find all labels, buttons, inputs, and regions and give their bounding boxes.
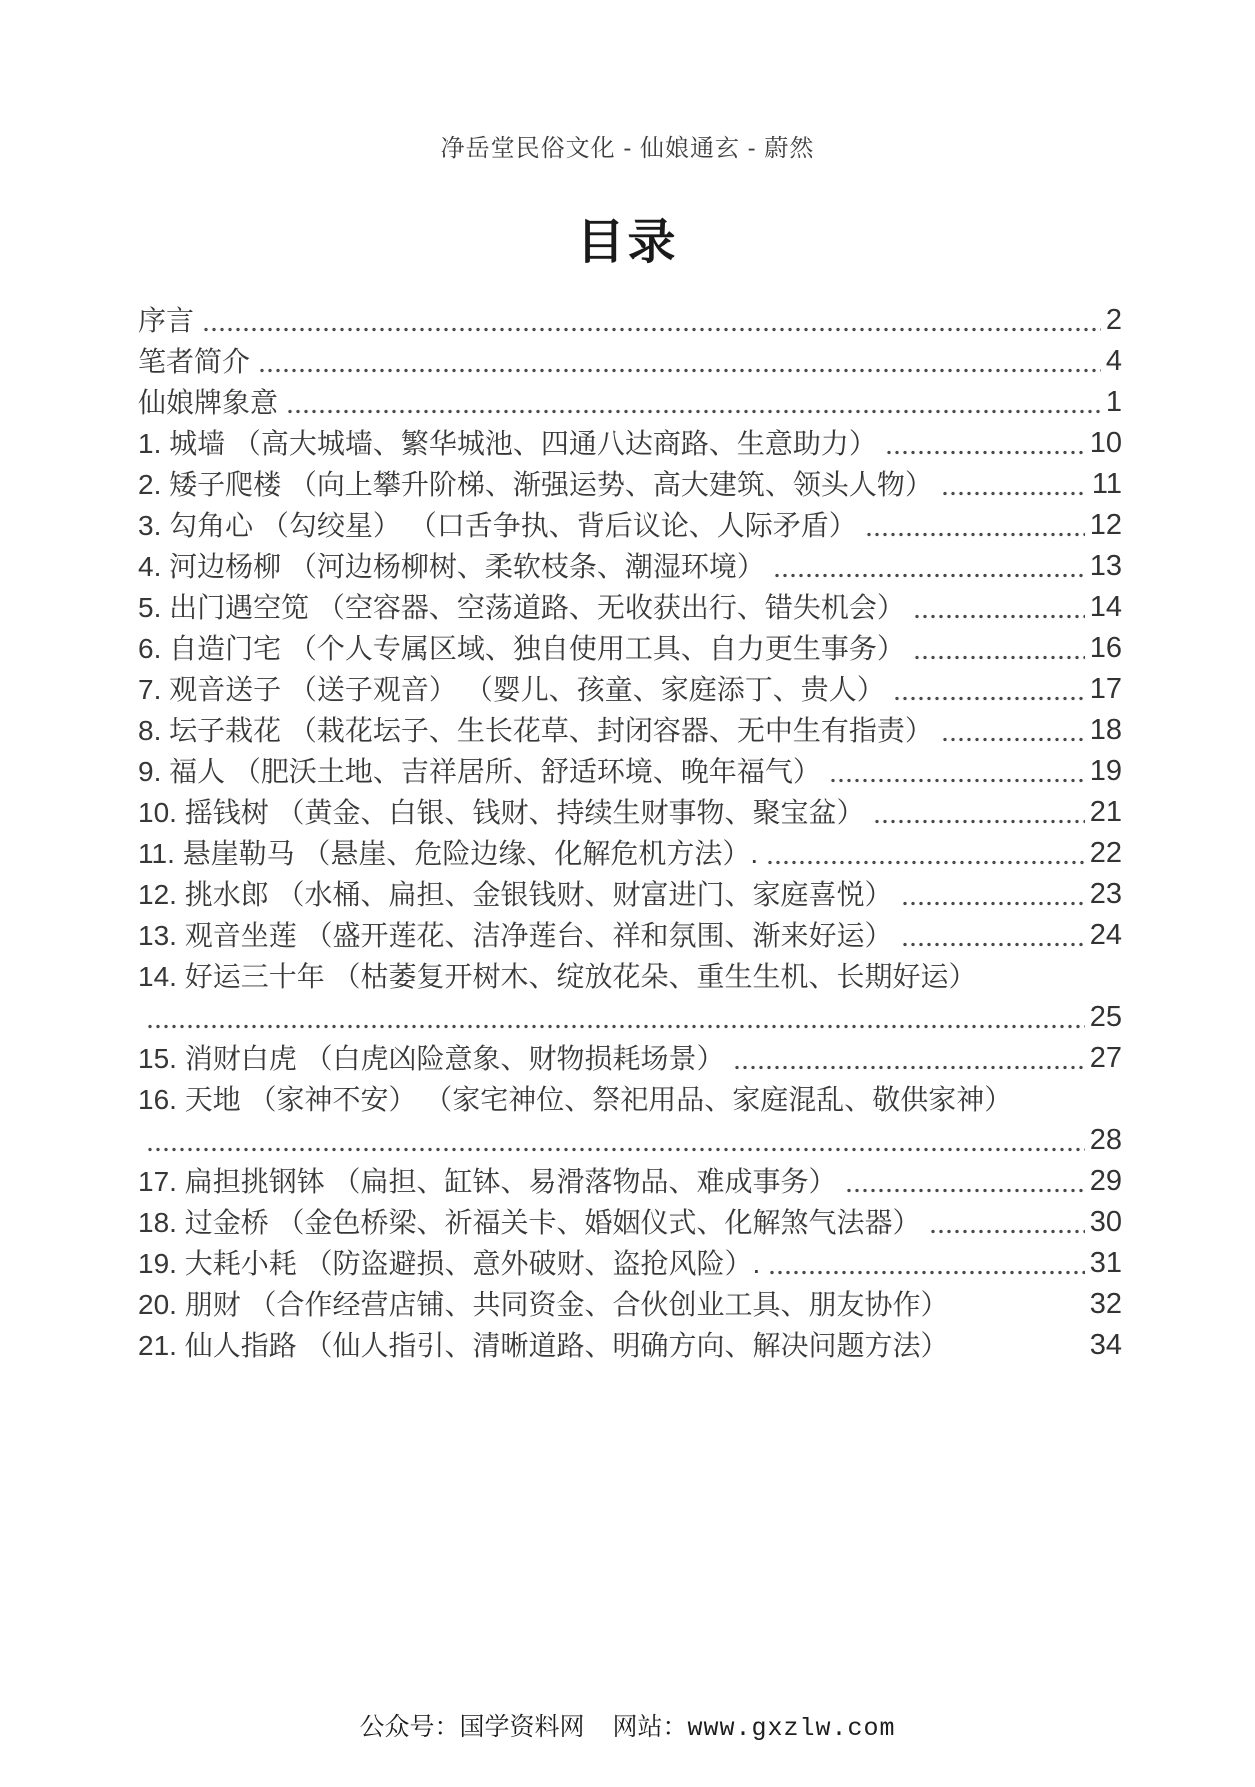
- toc-entry-label: 15. 消财白虎 （白虎凶险意象、财物损耗场景）: [138, 1043, 725, 1074]
- toc-entry: [138, 628, 1122, 669]
- toc-entry-page-number: 11: [1091, 468, 1122, 500]
- toc-leader-dots: [202, 327, 1101, 332]
- toc-leader-dots: [768, 1270, 1084, 1275]
- toc-entry: [138, 915, 1122, 956]
- toc-entry-page-number: 10: [1089, 427, 1122, 459]
- toc-entry-page-number: 14: [1089, 591, 1122, 623]
- toc-entry-continuation: [138, 1120, 1122, 1161]
- toc-leader-dots: [941, 491, 1087, 496]
- toc-entry-label: 10. 摇钱树 （黄金、白银、钱财、持续生财事物、聚宝盆）: [138, 797, 865, 828]
- toc-leader-dots: [146, 1147, 1085, 1152]
- toc-leader-dots: [913, 655, 1085, 660]
- toc-entry: [138, 1161, 1122, 1202]
- toc-entry-label: 21. 仙人指路 （仙人指引、清晰道路、明确方向、解决问题方法）: [138, 1330, 949, 1361]
- toc-leader-dots: [733, 1065, 1085, 1070]
- toc-leader-dots: [773, 573, 1085, 578]
- toc-entry-page-number: 34: [1089, 1329, 1122, 1361]
- toc-entry: [138, 833, 1122, 874]
- toc-entry-label: 2. 矮子爬楼 （向上攀升阶梯、渐强运势、高大建筑、领头人物）: [138, 469, 933, 500]
- toc-entry: [138, 341, 1122, 382]
- toc-leader-dots: [957, 1352, 1085, 1357]
- toc-entry-label: 13. 观音坐莲 （盛开莲花、洁净莲台、祥和氛围、渐来好运）: [138, 920, 893, 951]
- toc-leader-dots: [941, 737, 1085, 742]
- toc-entry: [138, 464, 1122, 505]
- toc-leader-dots: [258, 368, 1101, 373]
- toc-title: 目录: [576, 216, 679, 269]
- toc-entry-label: 17. 扁担挑钢钵 （扁担、缸钵、易滑落物品、难成事务）: [138, 1166, 837, 1197]
- toc-entry-label: 5. 出门遇空笕 （空容器、空荡道路、无收获出行、错失机会）: [138, 592, 905, 623]
- toc-leader-dots: [873, 819, 1085, 824]
- toc-entry-page-number: 18: [1089, 714, 1122, 746]
- toc-entry-page-number: 31: [1089, 1247, 1122, 1279]
- toc-entry: [138, 1325, 1122, 1366]
- toc-entry: [138, 423, 1122, 464]
- toc-entry-page-number: 32: [1089, 1288, 1122, 1320]
- toc-entry-label: 8. 坛子栽花 （栽花坛子、生长花草、封闭容器、无中生有指责）: [138, 715, 933, 746]
- toc-entry: [138, 546, 1122, 587]
- toc-entry-label: 16. 天地 （家神不安） （家宅神位、祭祀用品、家庭混乱、敬供家神）: [138, 1084, 1013, 1115]
- toc-entry-label: 14. 好运三十年 （枯萎复开树木、绽放花朵、重生生机、长期好运）: [138, 961, 977, 992]
- toc-entry-label: 12. 挑水郎 （水桶、扁担、金银钱财、财富进门、家庭喜悦）: [138, 879, 893, 910]
- toc-entry: [138, 874, 1122, 915]
- toc-leader-dots: [893, 696, 1085, 701]
- document-header: [0, 0, 1255, 163]
- toc-entry-page-number: 22: [1089, 837, 1122, 869]
- toc-entry-page-number: 23: [1089, 878, 1122, 910]
- toc-leader-dots: [913, 614, 1085, 619]
- toc-leader-dots: [146, 1024, 1085, 1029]
- toc-leader-dots: [766, 860, 1085, 865]
- toc-entry-page-number: 13: [1089, 550, 1122, 582]
- toc-entry: [138, 382, 1122, 423]
- toc-entry-label: 11. 悬崖勒马 （悬崖、危险边缘、化解危机方法）.: [138, 838, 759, 869]
- toc-entry-label: 7. 观音送子 （送子观音） （婴儿、孩童、家庭添丁、贵人）: [138, 674, 885, 705]
- toc-entry: [138, 669, 1122, 710]
- toc-entry-page-number: 2: [1105, 304, 1122, 336]
- toc-entry: [138, 956, 1122, 997]
- toc-entry-label: 仙娘牌象意: [138, 387, 279, 418]
- toc-leader-dots: [957, 1311, 1085, 1316]
- toc-entry: [138, 1243, 1122, 1284]
- toc-list: [138, 300, 1122, 1366]
- toc-entry-label: 20. 朋财 （合作经营店铺、共同资金、合伙创业工具、朋友协作）: [138, 1289, 949, 1320]
- toc-leader-dots: [286, 409, 1101, 414]
- toc-entry-label: 18. 过金桥 （金色桥梁、祈福关卡、婚姻仪式、化解煞气法器）: [138, 1207, 921, 1238]
- toc-entry-page-number: 12: [1089, 509, 1122, 541]
- toc-entry: [138, 300, 1122, 341]
- toc-entry: [138, 1284, 1122, 1325]
- toc-entry-page-number: 28: [1089, 1124, 1122, 1156]
- toc-entry-label: 笔者简介: [138, 346, 251, 377]
- toc-entry-label: 9. 福人 （肥沃土地、吉祥居所、舒适环境、晚年福气）: [138, 756, 821, 787]
- toc-entry-page-number: 30: [1089, 1206, 1122, 1238]
- toc-entry-page-number: 4: [1105, 345, 1122, 377]
- footer-wechat-label: 公众号：国学资料网: [359, 1714, 585, 1741]
- toc-entry-label: 3. 勾角心 （勾绞星） （口舌争执、背后议论、人际矛盾）: [138, 510, 857, 541]
- toc-entry-label: 4. 河边杨柳 （河边杨柳树、柔软枝条、潮湿环境）: [138, 551, 765, 582]
- toc-entry: [138, 1202, 1122, 1243]
- toc-entry: [138, 792, 1122, 833]
- toc-entry-page-number: 27: [1089, 1042, 1122, 1074]
- toc-leader-dots: [829, 778, 1085, 783]
- toc-entry-label: 序言: [138, 305, 195, 336]
- toc-leader-dots: [901, 901, 1085, 906]
- toc-entry-page-number: 24: [1089, 919, 1122, 951]
- toc-entry-page-number: 1: [1105, 386, 1122, 418]
- toc-entry-continuation: [138, 997, 1122, 1038]
- toc-leader-dots: [865, 532, 1085, 537]
- toc-entry-page-number: 17: [1089, 673, 1122, 705]
- toc-entry-page-number: 25: [1089, 1001, 1122, 1033]
- toc-entry-label: 19. 大耗小耗 （防盗避损、意外破财、盗抢风险）.: [138, 1248, 761, 1279]
- toc-entry: [138, 710, 1122, 751]
- footer-site-url: www.gxzlw.com: [687, 1714, 896, 1743]
- toc-leader-dots: [845, 1188, 1085, 1193]
- toc-entry-label: 6. 自造门宅 （个人专属区域、独自使用工具、自力更生事务）: [138, 633, 905, 664]
- document-footer: [0, 1707, 1255, 1743]
- toc-entry: [138, 751, 1122, 792]
- toc-entry-page-number: 21: [1089, 796, 1122, 828]
- toc-leader-dots: [901, 942, 1085, 947]
- toc-entry: [138, 1079, 1122, 1120]
- toc-entry-page-number: 19: [1089, 755, 1122, 787]
- toc-leader-dots: [929, 1229, 1085, 1234]
- footer-site-label: 网站：: [612, 1714, 688, 1741]
- toc-entry-page-number: 29: [1089, 1165, 1122, 1197]
- header-title: 净岳堂民俗文化 - 仙娘通玄 - 蔚然: [440, 135, 815, 162]
- toc-entry: [138, 587, 1122, 628]
- toc-entry-label: 1. 城墙 （高大城墙、繁华城池、四通八达商路、生意助力）: [138, 428, 877, 459]
- toc-entry: [138, 1038, 1122, 1079]
- toc-entry-page-number: 16: [1089, 632, 1122, 664]
- toc-leader-dots: [885, 450, 1085, 455]
- toc-entry: [138, 505, 1122, 546]
